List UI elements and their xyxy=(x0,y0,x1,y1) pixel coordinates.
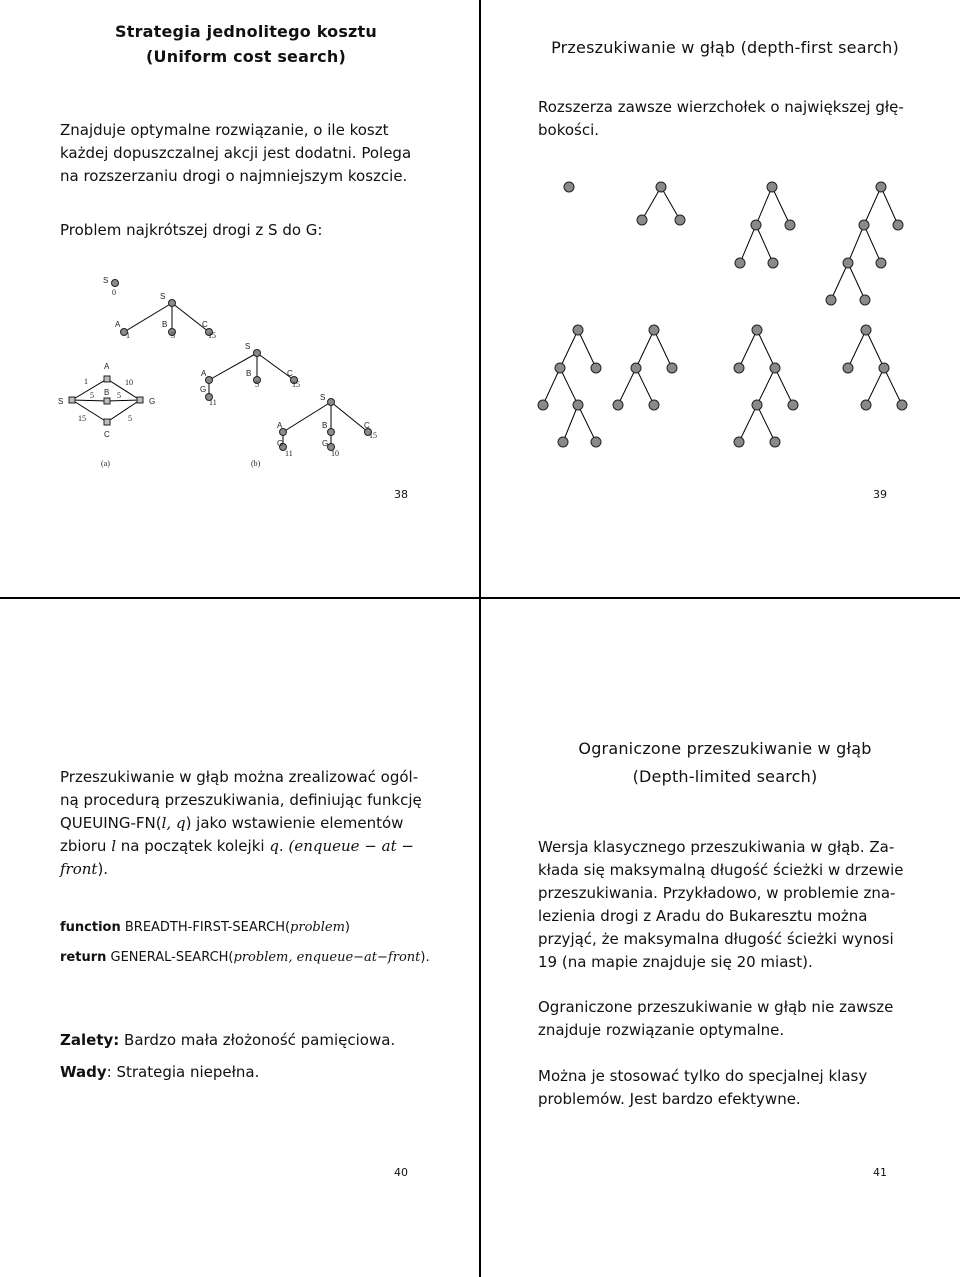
tree-label: G xyxy=(277,439,284,448)
text-line: QUEUING-FN(l, q) jako wstawienie elementów xyxy=(60,814,404,832)
tree-cost: 0 xyxy=(112,288,116,297)
edge-cost-ag: 10 xyxy=(125,378,133,387)
tree-label: A xyxy=(277,421,283,430)
text-line: Można je stosować tylko do specjalnej klasy xyxy=(538,1067,868,1085)
page-number-40: 40 xyxy=(394,1166,408,1179)
tree-cost: 11 xyxy=(285,449,293,458)
edge-cost-sb: 5 xyxy=(90,391,94,400)
graph-label-b: B xyxy=(104,388,110,397)
title-line-1: Ograniczone przeszukiwanie w głąb xyxy=(578,739,872,758)
text-line: Rozszerza zawsze wierzchołek o największej głę- xyxy=(538,98,904,116)
text-line: przyjąć, że maksymalna długość ścieżki wynosi xyxy=(538,930,894,948)
page-number-41: 41 xyxy=(873,1166,887,1179)
text-line: Przeszukiwanie w głąb można zrealizować ogól- xyxy=(60,768,419,786)
tree-label: G xyxy=(200,385,207,394)
slide-39-title: Przeszukiwanie w głąb (depth-first search) xyxy=(551,38,899,57)
tree-label: S xyxy=(320,393,326,402)
tree-cost: 15 xyxy=(292,380,300,389)
tree-cost: 15 xyxy=(208,331,216,340)
tree-cost: 15 xyxy=(369,431,377,440)
code-line: return GENERAL-SEARCH(problem, enqueue−at−front). xyxy=(60,950,430,965)
text-line: problemów. Jest bardzo efektywne. xyxy=(538,1090,801,1108)
tree-label: B xyxy=(246,369,252,378)
graph-label-s: S xyxy=(58,397,64,406)
text-line: lezienia drogi z Aradu do Bukaresztu można xyxy=(538,907,868,925)
edge-cost-sa: 1 xyxy=(84,377,88,386)
text-line: ną procedurą przeszukiwania, definiując funkcję xyxy=(60,791,422,809)
tree-cost: 1 xyxy=(126,331,130,340)
slide-41-title xyxy=(500,739,950,786)
problem-statement: Problem najkrótszej drogi z S do G: xyxy=(60,221,323,239)
edge-cost-bg: 5 xyxy=(117,391,121,400)
slide-41-para-2 xyxy=(538,996,938,1042)
slide-41-para-1 xyxy=(538,836,938,974)
tree-label: A xyxy=(201,369,207,378)
caption-a: (a) xyxy=(101,459,110,468)
title-line-2: (Uniform cost search) xyxy=(146,47,346,66)
text-line: Wersja klasycznego przeszukiwania w głąb. Za- xyxy=(538,838,895,856)
tree-label: B xyxy=(162,320,168,329)
text-line: każdej dopuszczalnej akcji jest dodatni. Polega xyxy=(60,144,412,162)
cons-line: Wady: Strategia niepełna. xyxy=(60,1063,260,1081)
tree-label: C xyxy=(364,421,370,430)
graph-label-g: G xyxy=(149,397,156,406)
tree-label: C xyxy=(287,369,293,378)
tree-label: G xyxy=(322,439,329,448)
graph-label-a: A xyxy=(104,362,110,371)
text-line: bokości. xyxy=(538,121,600,139)
tree-label: A xyxy=(115,320,121,329)
tree-label: S xyxy=(160,292,166,301)
horizontal-divider xyxy=(0,597,960,599)
slide-40-description xyxy=(60,766,470,881)
tree-label: C xyxy=(202,320,208,329)
text-line: znajduje rozwiązanie optymalne. xyxy=(538,1021,785,1039)
code-line: function BREADTH-FIRST-SEARCH(problem) xyxy=(60,920,350,935)
pros-line: Zalety: Bardzo mała złożoność pamięciowa. xyxy=(60,1031,396,1049)
tree-label: S xyxy=(103,276,109,285)
graph-label-c: C xyxy=(104,430,110,439)
text-line: kłada się maksymalną długość ścieżki w drzewie xyxy=(538,861,904,879)
dfs-steps-diagram xyxy=(0,0,960,597)
text-line: na rozszerzaniu drogi o najmniejszym koszcie. xyxy=(60,167,408,185)
tree-cost: 10 xyxy=(331,449,339,458)
edge-cost-cg: 5 xyxy=(128,414,132,423)
page-number-38: 38 xyxy=(394,488,408,501)
tree-cost: 5 xyxy=(255,380,259,389)
page-number-39: 39 xyxy=(873,488,887,501)
edge-cost-sc: 15 xyxy=(78,414,86,423)
text-line: 19 (na mapie znajduje się 20 miast). xyxy=(538,953,813,971)
text-line: Ograniczone przeszukiwanie w głąb nie zawsze xyxy=(538,998,894,1016)
title-line-1: Strategia jednolitego kosztu xyxy=(115,22,377,41)
text-line: Znajduje optymalne rozwiązanie, o ile koszt xyxy=(60,121,389,139)
slide-41-para-3 xyxy=(538,1065,938,1111)
tree-cost: 5 xyxy=(171,331,175,340)
tree-label: B xyxy=(322,421,328,430)
pseudocode xyxy=(60,913,430,973)
text-line: front). xyxy=(60,860,109,878)
tree-label: S xyxy=(245,342,251,351)
text-line: przeszukiwania. Przykładowo, w problemie zna- xyxy=(538,884,896,902)
text-line: zbioru l na początek kolejki q. (enqueue − at − xyxy=(60,837,414,855)
caption-b: (b) xyxy=(251,459,261,468)
title-line-2: (Depth-limited search) xyxy=(632,767,818,786)
tree-cost: 11 xyxy=(209,398,217,407)
